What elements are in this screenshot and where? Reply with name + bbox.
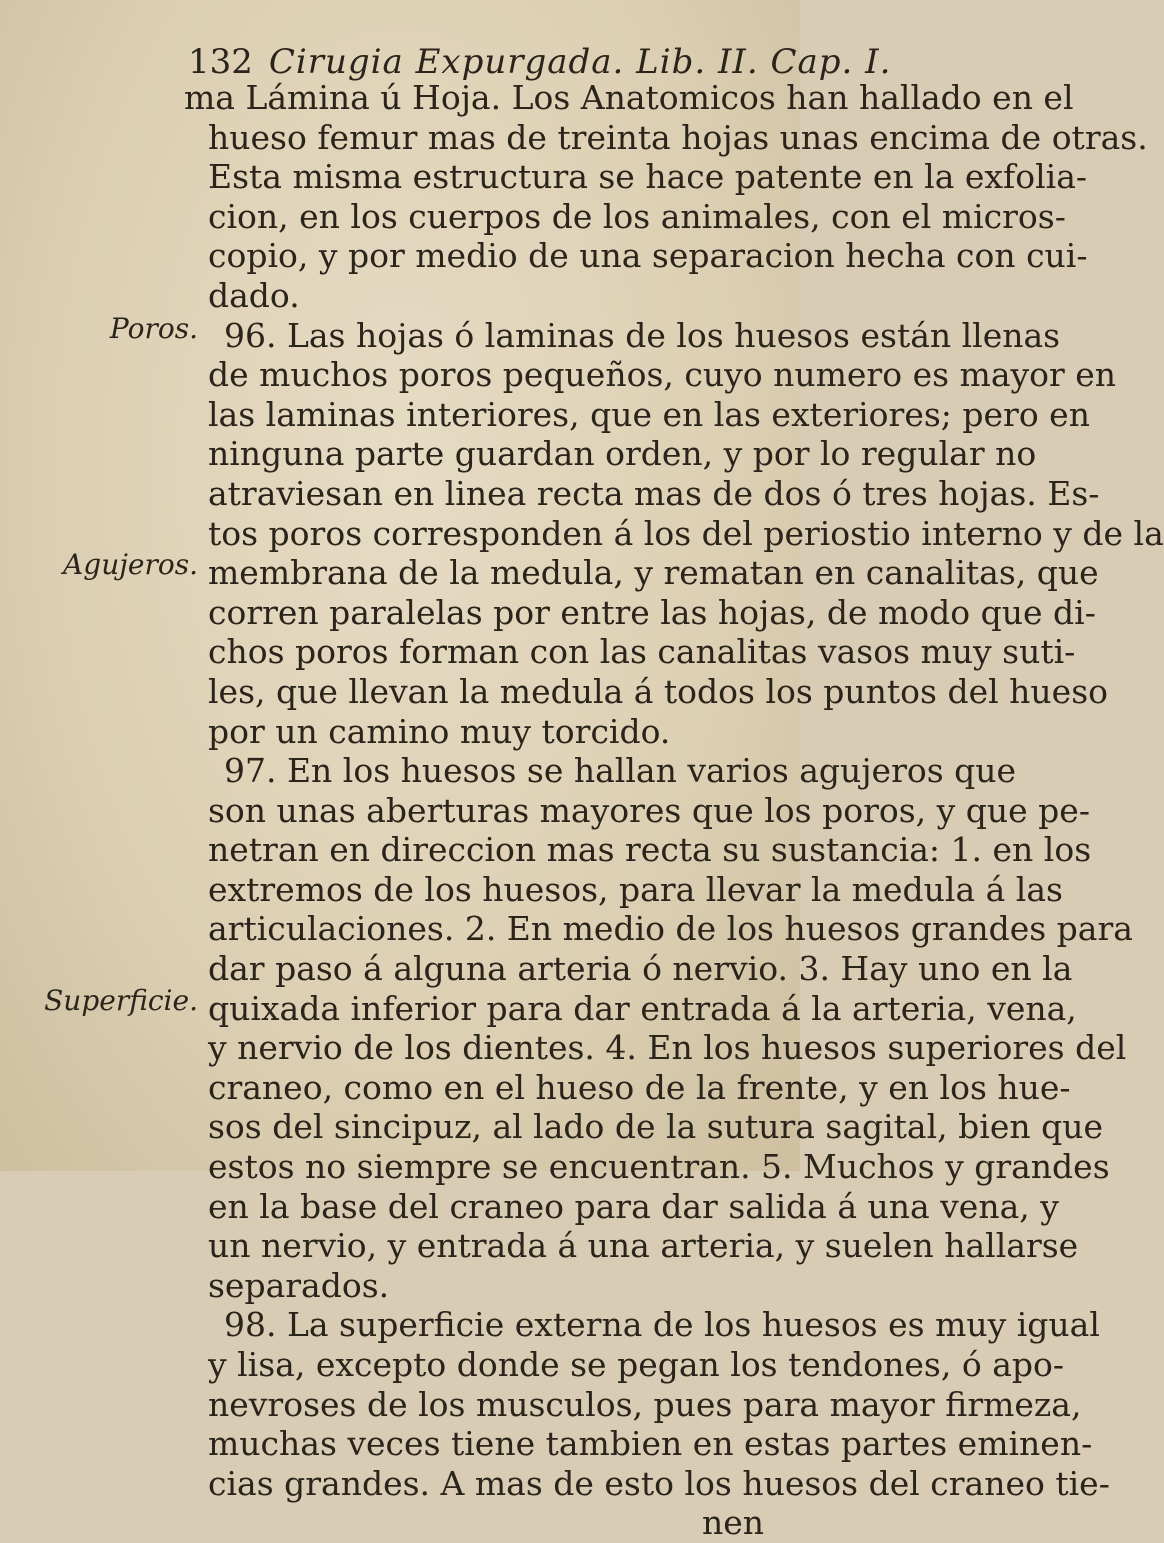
text-line: y lisa, excepto donde se pegan los tendones, ó apo- [208,1345,1065,1384]
text-line: muchas veces tiene tambien en estas partes eminen- [208,1424,1093,1464]
running-title: Cirugia Expurgada. Lib. II. Cap. I. [268,42,892,82]
text-line: un nervio, y entrada á una arteria, y suelen hallarse [208,1226,1079,1266]
text-line: les, que llevan la medula á todos los puntos del hueso [208,671,1109,711]
text-line: copio, y por medio de una separacion hecha con cui- [208,236,1088,276]
text-line: nevroses de los musculos, pues para mayor firmeza, [208,1384,1082,1424]
text-line: de muchos poros pequeños, cuyo numero es mayor en [208,355,1117,395]
text-line: separados. [208,1265,390,1305]
text-line: tos poros corresponden á los del periostio interno y de la [208,513,1164,553]
margin-note-poros: Poros. [109,312,198,345]
text-line: y nervio de los dientes. 4. En los huesos superiores del [208,1028,1127,1068]
text-line: son unas aberturas mayores que los poros, y que pe- [208,790,1090,830]
text-line: cias grandes. A mas de esto los huesos del craneo tie- [208,1463,1110,1503]
text-line: ma Lámina ú Hoja. Los Anatomicos han hallado en el [184,78,1074,117]
text-line: cion, en los cuerpos de los animales, con el micros- [208,196,1066,236]
body-text [184,78,1164,1543]
margin-note-agujeros: Agujeros. [63,548,198,581]
text-line: chos poros forman con las canalitas vasos muy suti- [208,632,1076,672]
margin-note-superficie: Superficie. [44,984,198,1017]
text-line: extremos de los huesos, para llevar la medula á las [208,869,1063,909]
text-line: estos no siempre se encuentran. 5. Muchos y grandes [208,1147,1110,1187]
text-line: sos del sincipuz, al lado de la sutura sagital, bien que [208,1107,1103,1147]
text-line: por un camino muy torcido. [208,711,671,751]
text-line: atraviesan en linea recta mas de dos ó tres hojas. Es- [208,473,1100,513]
text-line: membrana de la medula, y rematan en canalitas, que [208,553,1099,593]
text-line: Esta misma estructura se hace patente en la exfolia- [208,157,1088,197]
paragraph-start: 96. Las hojas ó laminas de los huesos están llenas [224,315,1061,355]
text-line: dar paso á alguna arteria ó nervio. 3. Hay uno en la [208,949,1073,989]
page-number: 132 [188,42,253,82]
text-line: en la base del craneo para dar salida á una vena, y [208,1186,1059,1226]
text-line: hueso femur mas de treinta hojas unas encima de otras. [208,117,1148,157]
text-line: craneo, como en el hueso de la frente, y en los hue- [208,1067,1071,1107]
text-line: corren paralelas por entre las hojas, de modo que di- [208,592,1096,632]
paragraph-start: 97. En los huesos se hallan varios agujeros que [224,751,1017,791]
page-header [188,42,892,82]
text-line: las laminas interiores, que en las exteriores; pero en [208,394,1090,434]
text-line: articulaciones. 2. En medio de los huesos grandes para [208,909,1133,949]
text-line: netran en direccion mas recta su sustancia: 1. en los [208,830,1092,870]
text-line: dado. [208,275,300,315]
text-line: quixada inferior para dar entrada á la arteria, vena, [208,988,1077,1028]
catchword: nen [701,1503,764,1543]
text-line: ninguna parte guardan orden, y por lo regular no [208,434,1037,474]
paragraph-start: 98. La superficie externa de los huesos es muy igual [224,1305,1100,1345]
